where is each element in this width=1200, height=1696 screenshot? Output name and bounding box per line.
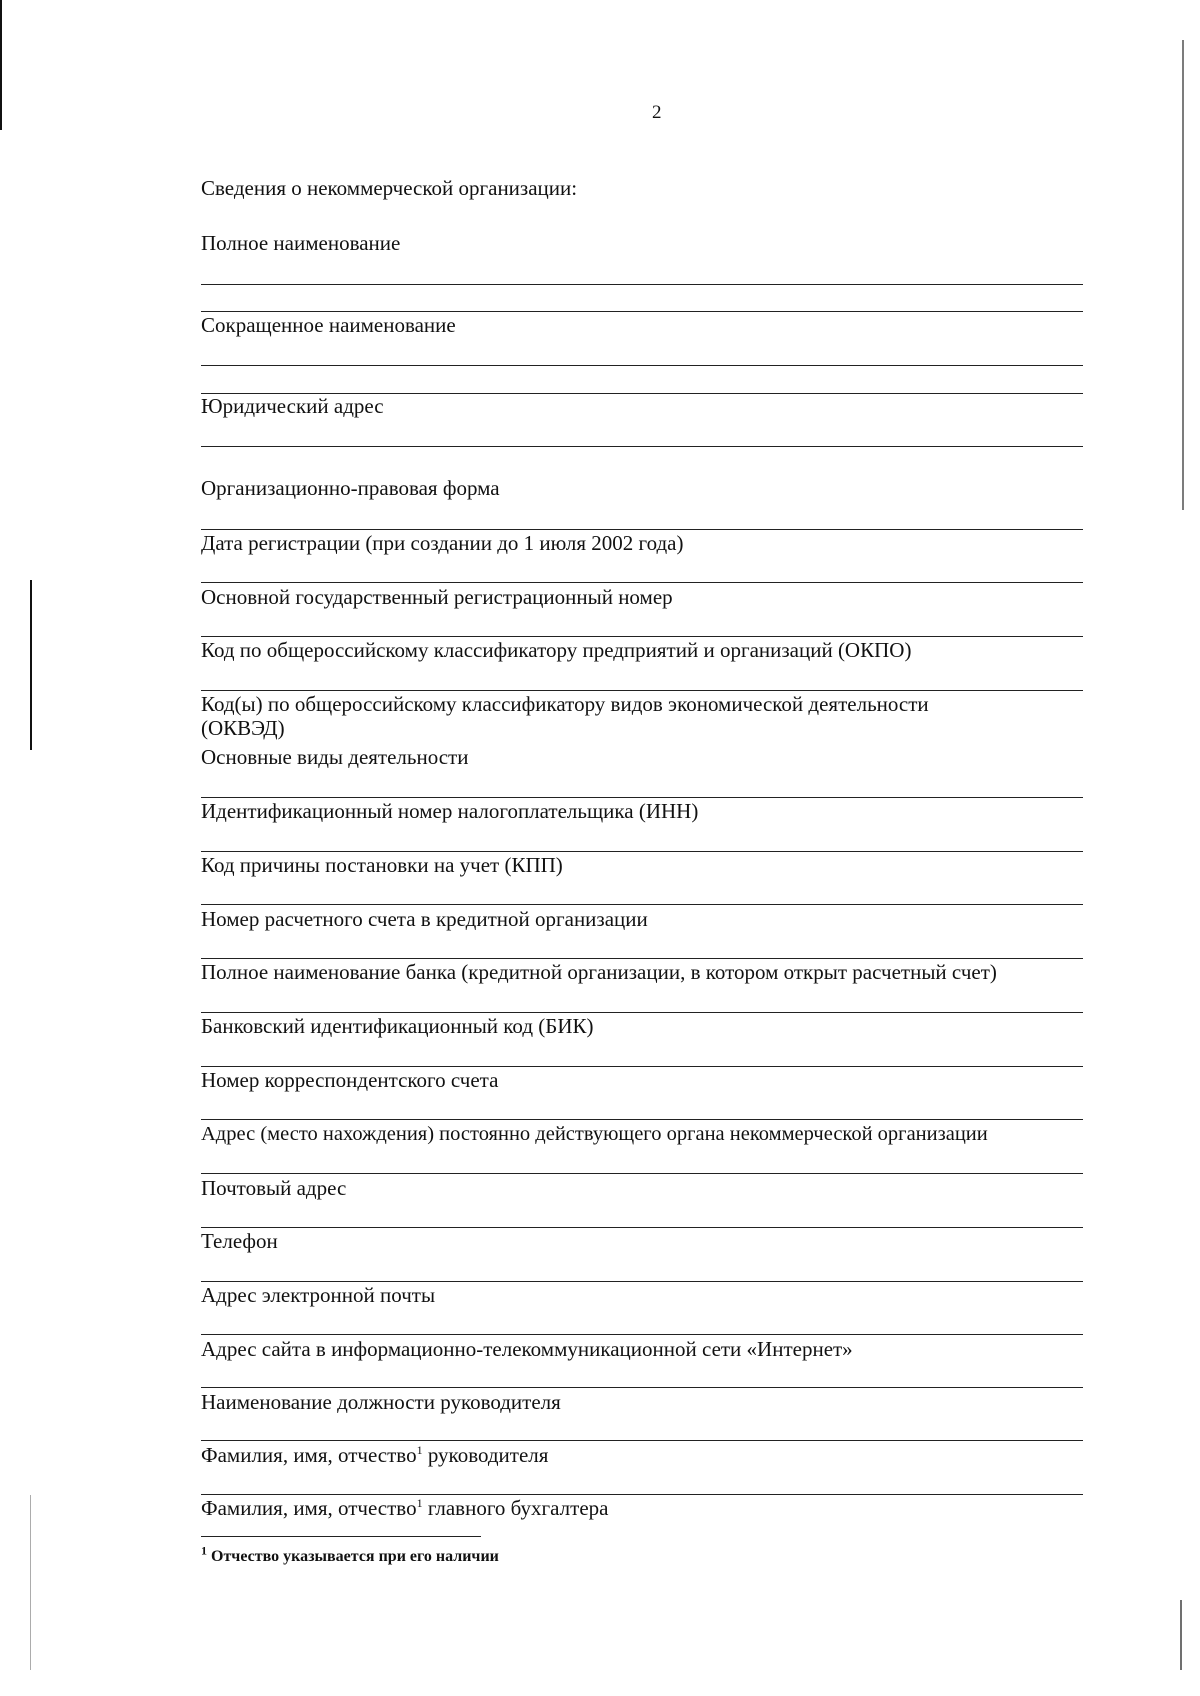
field-label-okved-abbr: (ОКВЭД)	[201, 716, 285, 740]
field-label-inn: Идентификационный номер налогоплательщика (ИНН)	[201, 799, 699, 823]
fill-line	[201, 365, 1083, 366]
fill-line	[201, 446, 1083, 447]
section-title: Сведения о некоммерческой организации:	[201, 176, 578, 200]
field-label-kpp: Код причины постановки на учет (КПП)	[201, 853, 563, 877]
footnote: $^1$ Отчество указывается при его наличии	[201, 1543, 499, 1565]
fill-line	[201, 582, 1083, 583]
fill-line	[201, 690, 1083, 691]
field-label-phone: Телефон	[201, 1229, 278, 1253]
scan-edge-mark	[30, 580, 32, 750]
scan-edge-mark	[1180, 1600, 1182, 1670]
field-label-account-number: Номер расчетного счета в кредитной организации	[201, 907, 648, 931]
fill-line	[201, 1440, 1083, 1441]
fill-line	[201, 636, 1083, 637]
field-label-full-name: Полное наименование	[201, 231, 401, 255]
fill-line	[201, 311, 1083, 312]
fill-line	[201, 904, 1083, 905]
fill-line	[201, 1173, 1083, 1174]
field-label-email: Адрес электронной почты	[201, 1283, 436, 1307]
field-label-legal-address: Юридический адрес	[201, 394, 384, 418]
fill-line	[201, 1012, 1083, 1013]
fill-line	[201, 284, 1083, 285]
field-label-postal-address: Почтовый адрес	[201, 1176, 347, 1200]
field-label-website: Адрес сайта в информационно-телекоммуникационной сети «Интернет»	[201, 1337, 853, 1361]
fill-line	[201, 1494, 1083, 1495]
field-label-head-fio: Фамилия, имя, отчество$^1$ руководителя	[201, 1443, 549, 1467]
field-label-accountant-fio: Фамилия, имя, отчество$^1$ главного бухгалтера	[201, 1496, 609, 1520]
field-label-permanent-body-address: Адрес (место нахождения) постоянно действующего органа некоммерческой организации	[201, 1123, 988, 1145]
field-label-okved: Код(ы) по общероссийскому классификатору видов экономической деятельности	[201, 692, 929, 716]
page-number: 2	[652, 102, 662, 123]
field-label-main-activities: Основные виды деятельности	[201, 745, 469, 769]
scan-edge-mark	[30, 1495, 31, 1670]
fill-line	[201, 1334, 1083, 1335]
fill-line	[201, 1119, 1083, 1120]
field-label-bank-name: Полное наименование банка (кредитной организации, в котором открыт расчетный счет)	[201, 960, 997, 984]
field-label-head-position: Наименование должности руководителя	[201, 1390, 561, 1414]
fill-line	[201, 1066, 1083, 1067]
fill-line	[201, 851, 1083, 852]
fill-line	[201, 529, 1083, 530]
field-label-corr-account: Номер корреспондентского счета	[201, 1068, 499, 1092]
field-label-legal-form: Организационно-правовая форма	[201, 476, 500, 500]
field-label-short-name: Сокращенное наименование	[201, 313, 456, 337]
scan-edge-mark	[0, 0, 2, 130]
footnote-separator	[201, 1536, 481, 1537]
fill-line	[201, 1387, 1083, 1388]
scan-edge-mark	[1182, 40, 1184, 510]
field-label-bik: Банковский идентификационный код (БИК)	[201, 1014, 594, 1038]
field-label-registration-date: Дата регистрации (при создании до 1 июля 2002 года)	[201, 531, 684, 555]
field-label-ogrn: Основной государственный регистрационный номер	[201, 585, 673, 609]
fill-line	[201, 797, 1083, 798]
fill-line	[201, 958, 1083, 959]
fill-line	[201, 1227, 1083, 1228]
field-label-okpo: Код по общероссийскому классификатору предприятий и организаций (ОКПО)	[201, 638, 912, 662]
fill-line	[201, 1281, 1083, 1282]
